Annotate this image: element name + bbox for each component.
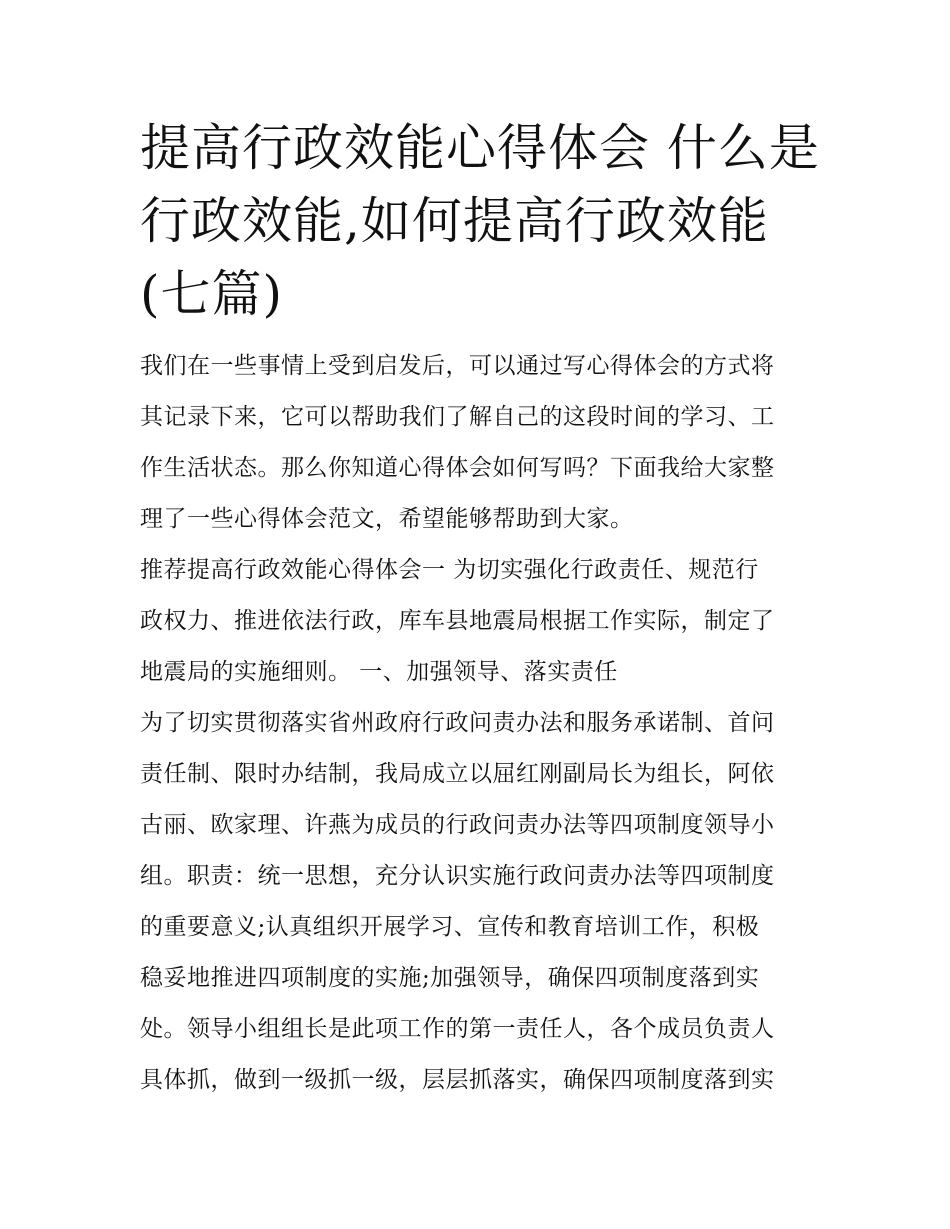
body-line: 理了一些心得体会范文，希望能够帮助到大家。 — [140, 506, 634, 532]
body-line: 为了切实贯彻落实省州政府行政问责办法和服务承诺制、首问 — [140, 710, 775, 736]
title-line: 行政效能,如何提高行政效能 — [140, 192, 769, 250]
body-line: 稳妥地推进四项制度的实施;加强领导，确保四项制度落到实 — [140, 965, 760, 991]
title-line: (七篇) — [140, 265, 284, 323]
body-line: 政权力、推进依法行政，库车县地震局根据工作实际，制定了 — [140, 608, 775, 634]
document-content — [140, 112, 820, 1106]
body-line: 地震局的实施细则。 一、加强领导、落实责任 — [140, 659, 618, 685]
document-title — [140, 112, 820, 331]
body-line: 我们在一些事情上受到启发后，可以通过写心得体会的方式将 — [140, 353, 775, 379]
body-line: 古丽、欧家理、许燕为成员的行政问责办法等四项制度领导小 — [140, 812, 775, 838]
body-line: 的重要意义;认真组织开展学习、宣传和教育培训工作，积极 — [140, 914, 760, 940]
body-line: 其记录下来，它可以帮助我们了解自己的这段时间的学习、工 — [140, 404, 775, 430]
body-line: 作生活状态。那么你知道心得体会如何写吗？下面我给大家整 — [140, 455, 775, 481]
body-line: 组。职责：统一思想，充分认识实施行政问责办法等四项制度 — [140, 863, 775, 889]
document-body — [140, 341, 815, 1106]
title-line: 提高行政效能心得体会 什么是 — [140, 119, 820, 177]
body-line: 具体抓，做到一级抓一级，层层抓落实，确保四项制度落到实 — [140, 1067, 775, 1093]
body-line: 责任制、限时办结制，我局成立以屈红刚副局长为组长，阿依 — [140, 761, 775, 787]
body-line: 推荐提高行政效能心得体会一 为切实强化行政责任、规范行 — [140, 557, 759, 583]
body-line: 处。领导小组组长是此项工作的第一责任人，各个成员负责人 — [140, 1016, 775, 1042]
